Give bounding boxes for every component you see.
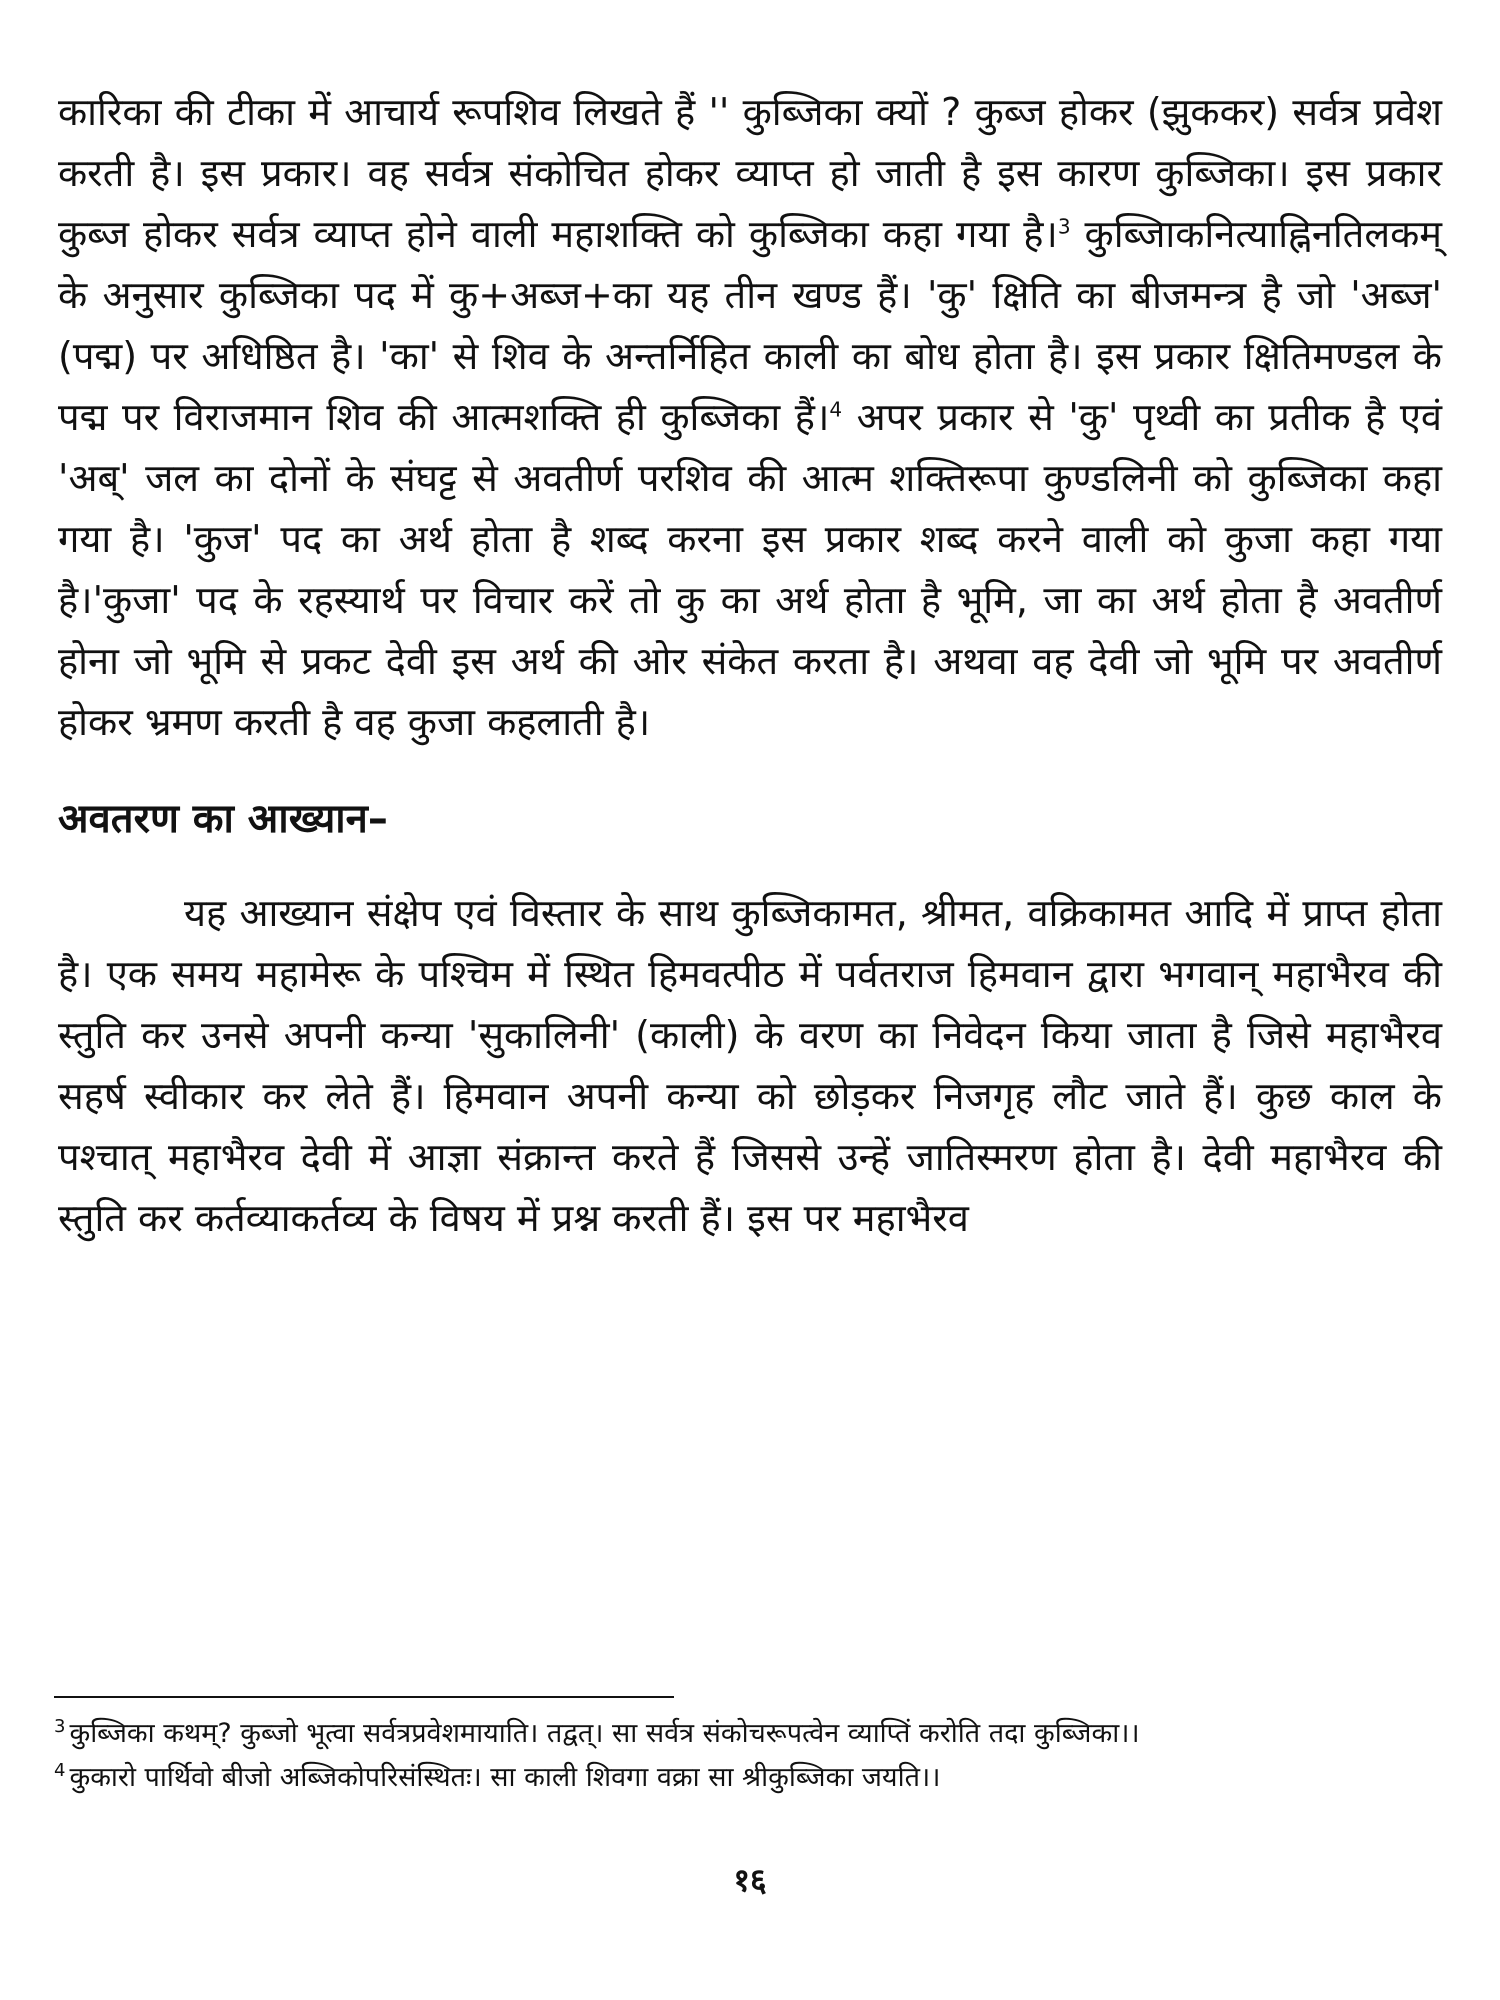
footnote-ref-3[interactable]: 3 (1057, 214, 1071, 239)
paragraph-kubjika-meaning (58, 82, 1442, 753)
footnotes-section (54, 1712, 1442, 1800)
paragraph-text-part1: कारिका की टीका में आचार्य रूपशिव लिखते हैं '' कुब्जिका क्यों ? कुब्ज होकर (झुककर) सर्वत्र प्रवेश करती है। इस प्रकार। वह सर्वत्र संकोचित होकर व्याप्त हो जाती है इस कारण कुब्जिका। इस प्रकार कुब्ज होकर सर्वत्र व्याप्त होने वाली महाशक्ति को कुब्जिका कहा गया है। (58, 90, 1442, 256)
section-heading: अवतरण का आख्यान– (58, 796, 388, 842)
footnote-mark: 4 (54, 1760, 66, 1781)
paragraph-narrative: यह आख्यान संक्षेप एवं विस्तार के साथ कुब्जिकामत, श्रीमत, वक्रिकामत आदि में प्राप्त होता है। एक समय महामेरू के पश्चिम में स्थित हिमवत्पीठ में पर्वतराज हिमवान द्वारा भगवान् महाभैरव की स्तुति कर उनसे अपनी कन्या 'सुकालिनी' (काली) के वरण का निवेदन किया जाता है जिसे महाभैरव सहर्ष स्वीकार कर लेते हैं। हिमवान अपनी कन्या को छोड़कर निजगृह लौट जाते हैं। कुछ काल के पश्चात् महाभैरव देवी में आज्ञा संक्रान्त करते हैं जिससे उन्हें जातिस्मरण होता है। देवी महाभैरव की स्तुति कर कर्तव्याकर्तव्य के विषय में प्रश्न करती हैं। इस पर महाभैरव (58, 891, 1442, 1240)
footnote-ref-4[interactable]: 4 (829, 397, 843, 422)
footnote-4 (54, 1756, 1442, 1800)
page-number: १६ (733, 1861, 767, 1899)
footnote-mark: 3 (54, 1716, 66, 1737)
footnote-3 (54, 1712, 1442, 1756)
paragraph-text-part2: कुब्जिाकनित्याह्निनतिलकम् के अनुसार कुब्जिका पद में कु+अब्ज+का यह तीन खण्ड हैं। 'कु' क्षिति का बीजमन्त्र है जो 'अब्ज' (पद्म) पर अधिष्ठित है। 'का' से शिव के अन्तर्निहित काली का बोध होता है। इस प्रकार क्षितिमण्डल के पद्म पर विराजमान शिव की आत्मशक्ति ही कुब्जिका हैं। (58, 212, 1443, 439)
page-body (58, 82, 1442, 1249)
footnote-text: कुकारो पार्थिवो बीजो अब्जिकोपरिसंस्थितः। सा काली शिवगा वक्रा सा श्रीकुब्जिका जयति।। (69, 1762, 941, 1793)
footnote-divider (54, 1696, 674, 1698)
footnote-text: कुब्जिका कथम्? कुब्जो भूत्वा सर्वत्रप्रवेशमायाति। तद्वत्। सा सर्वत्र संकोचरूपत्वेन व्याप्तिं करोति तदा कुब्जिका।। (69, 1718, 1140, 1749)
paragraph-text-part3: अपर प्रकार से 'कु' पृथ्वी का प्रतीक है एवं 'अब्' जल का दोनों के संघट्ट से अवतीर्ण परशिव की आत्म शक्तिरूपा कुण्डलिनी को कुब्जिका कहा गया है। 'कुज' पद का अर्थ होता है शब्द करना इस प्रकार शब्द करने वाली को कुजा कहा गया है।'कुजा' पद के रहस्यार्थ पर विचार करें तो कु का अर्थ होता है भूमि, जा का अर्थ होता है अवतीर्ण होना जो भूमि से प्रकट देवी इस अर्थ की ओर संकेत करता है। अथवा वह देवी जो भूमि पर अवतीर्ण होकर भ्रमण करती है वह कुजा कहलाती है। (58, 395, 1442, 744)
